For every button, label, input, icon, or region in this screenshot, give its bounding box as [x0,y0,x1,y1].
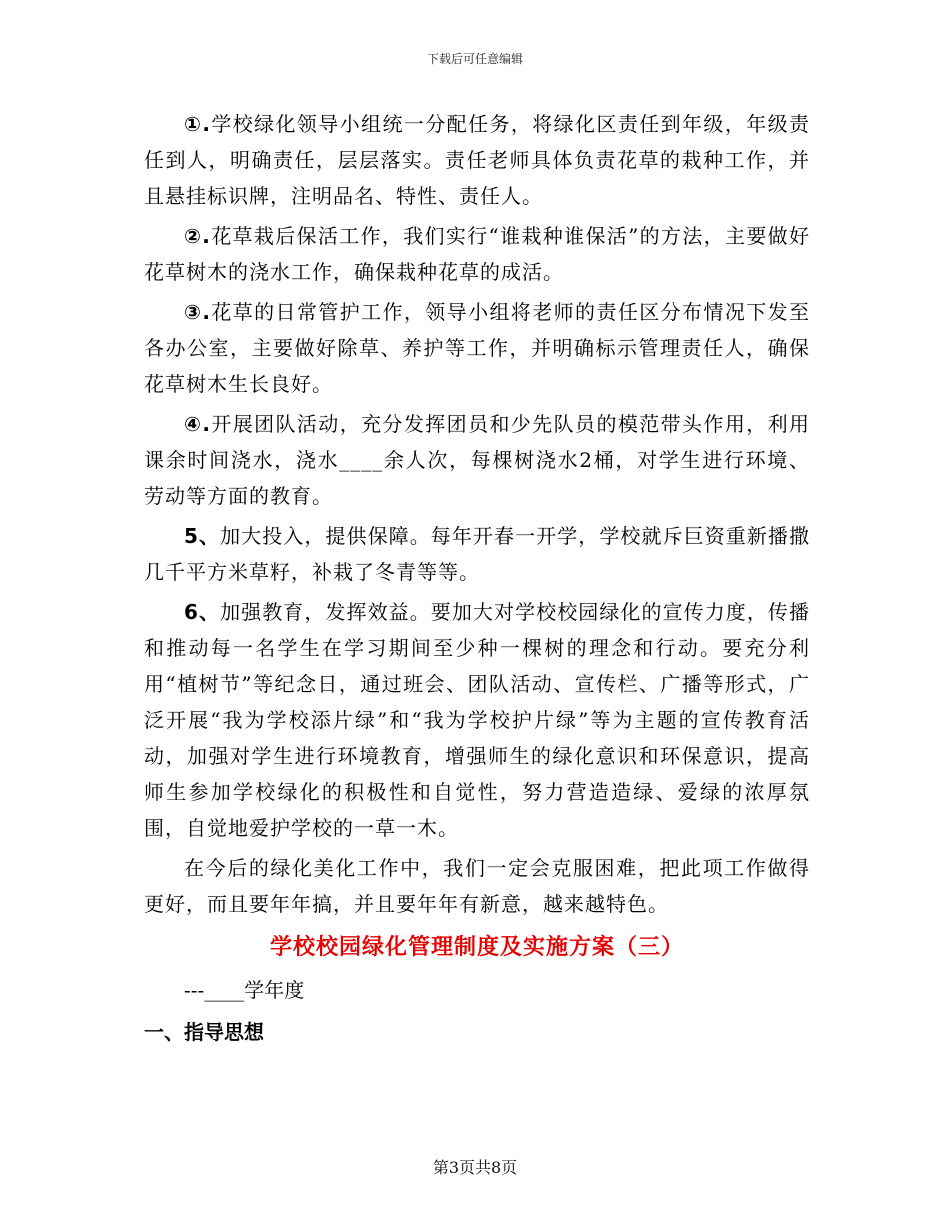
paragraph-number: ②. [184,224,211,248]
page-header: 下载后可任意编辑 [426,52,523,66]
paragraph-6 [144,594,810,846]
paragraph-text: 加强教育，发挥效益。要加大对学校校园绿化的宣传力度，传播和推动每一名学生在学习期间至少种一棵树的理念和行动。要充分利用“植树节”等纪念日，通过班会、团队活动、宣传栏、广播等形式，广泛开展“我为学校添片绿”和“我为学校护片绿”等为主题的宣传教育活动，加强对学生进行环境教育，增强师生的绿化意识和环保意识，提高师生参加学校绿化的积极性和自觉性，努力营造造绿、爱绿的浓厚氛围，自觉地爱护学校的一草一木。 [144,600,810,840]
paragraph-text: 加大投入，提供保障。每年开春一开学，学校就斥巨资重新播撒几千平方米草籽，补栽了冬青等等。 [144,524,810,584]
paragraph-1 [144,106,810,214]
paragraph-text: 开展团队活动，充分发挥团员和少先队员的模范带头作用，利用课余时间浇水，浇水____余人次，每棵树浇水2桶，对学生进行环境、劳动等方面的教育。 [144,412,811,508]
paragraph-7 [144,850,810,922]
paragraph-number: ③. [184,300,211,324]
paragraph-number: 5、 [184,524,221,548]
paragraph-text: 花草的日常管护工作，领导小组将老师的责任区分布情况下发至各办公室，主要做好除草、养护等工作，并明确标示管理责任人，确保花草树木生长良好。 [144,300,811,396]
paragraph-text: 在今后的绿化美化工作中，我们一定会克服困难，把此项工作做得更好，而且要年年搞，并且要年年有新意，越来越特色。 [144,856,810,916]
paragraph-3 [144,294,810,402]
paragraph-number: 6、 [184,600,221,624]
page-footer: 第3页共8页 [432,1158,518,1177]
paragraph-4 [144,406,810,514]
paragraph-text: 学校绿化领导小组统一分配任务，将绿化区责任到年级，年级责任到人，明确责任，层层落实。责任老师具体负责花草的栽种工作，并且悬挂标识牌，注明品名、特性、责任人。 [144,112,811,208]
section-title: 学校校园绿化管理制度及实施方案（三） [269,935,684,960]
paragraph-text: 花草栽后保活工作，我们实行“谁栽种谁保活”的方法，主要做好花草树木的浇水工作，确保栽种花草的成活。 [144,224,811,284]
document-body [144,106,810,1050]
paragraph-5 [144,518,810,590]
paragraph-number: ④. [184,412,211,436]
paragraph-number: ①. [184,112,211,136]
section-heading: 一、指导思想 [144,1020,264,1044]
paragraph-2 [144,218,810,290]
academic-year-line: ---____学年度 [184,978,305,1002]
